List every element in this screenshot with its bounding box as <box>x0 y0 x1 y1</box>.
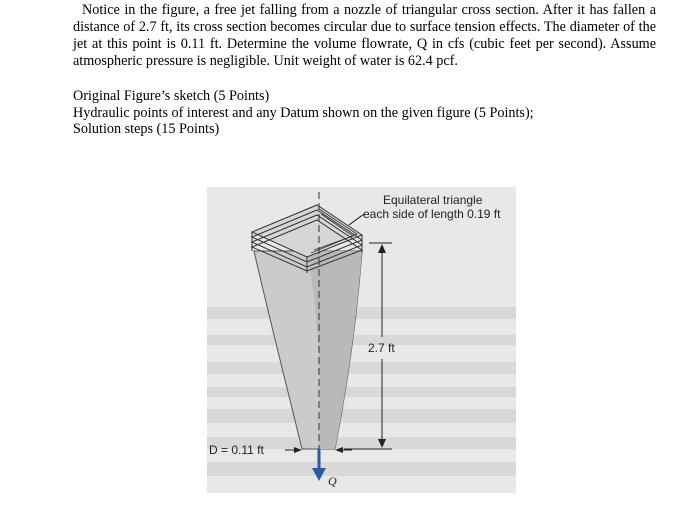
jet-diagram <box>207 187 516 493</box>
criterion-solution: Solution steps (15 Points) <box>73 121 220 137</box>
diameter-label: D = 0.11 ft <box>209 443 264 457</box>
problem-statement: Notice in the figure, a free jet falling from a nozzle of triangular cross section. After it has fallen a distance of 2.7 ft, its cross section becomes circular due to surface tension effects. The diameter of the jet at this point is 0.11 ft. Determine the volume flowrate, Q in cfs (cubic feet per second). Assume atmospheric pressure is negligible. Unit weight of water is 62.4 pcf. <box>73 2 656 69</box>
grading-criteria <box>73 88 673 138</box>
height-label: 2.7 ft <box>368 341 395 355</box>
triangle-label-line1: Equilateral triangle <box>383 193 483 207</box>
triangle-label-line2: each side of length 0.19 ft <box>363 207 501 221</box>
criterion-sketch: Original Figure’s sketch (5 Points) <box>73 88 270 104</box>
criterion-datum: Hydraulic points of interest and any Datum shown on the given figure (5 Points); <box>73 104 534 121</box>
flow-label: Q <box>328 474 337 488</box>
jet-figure <box>207 187 516 493</box>
